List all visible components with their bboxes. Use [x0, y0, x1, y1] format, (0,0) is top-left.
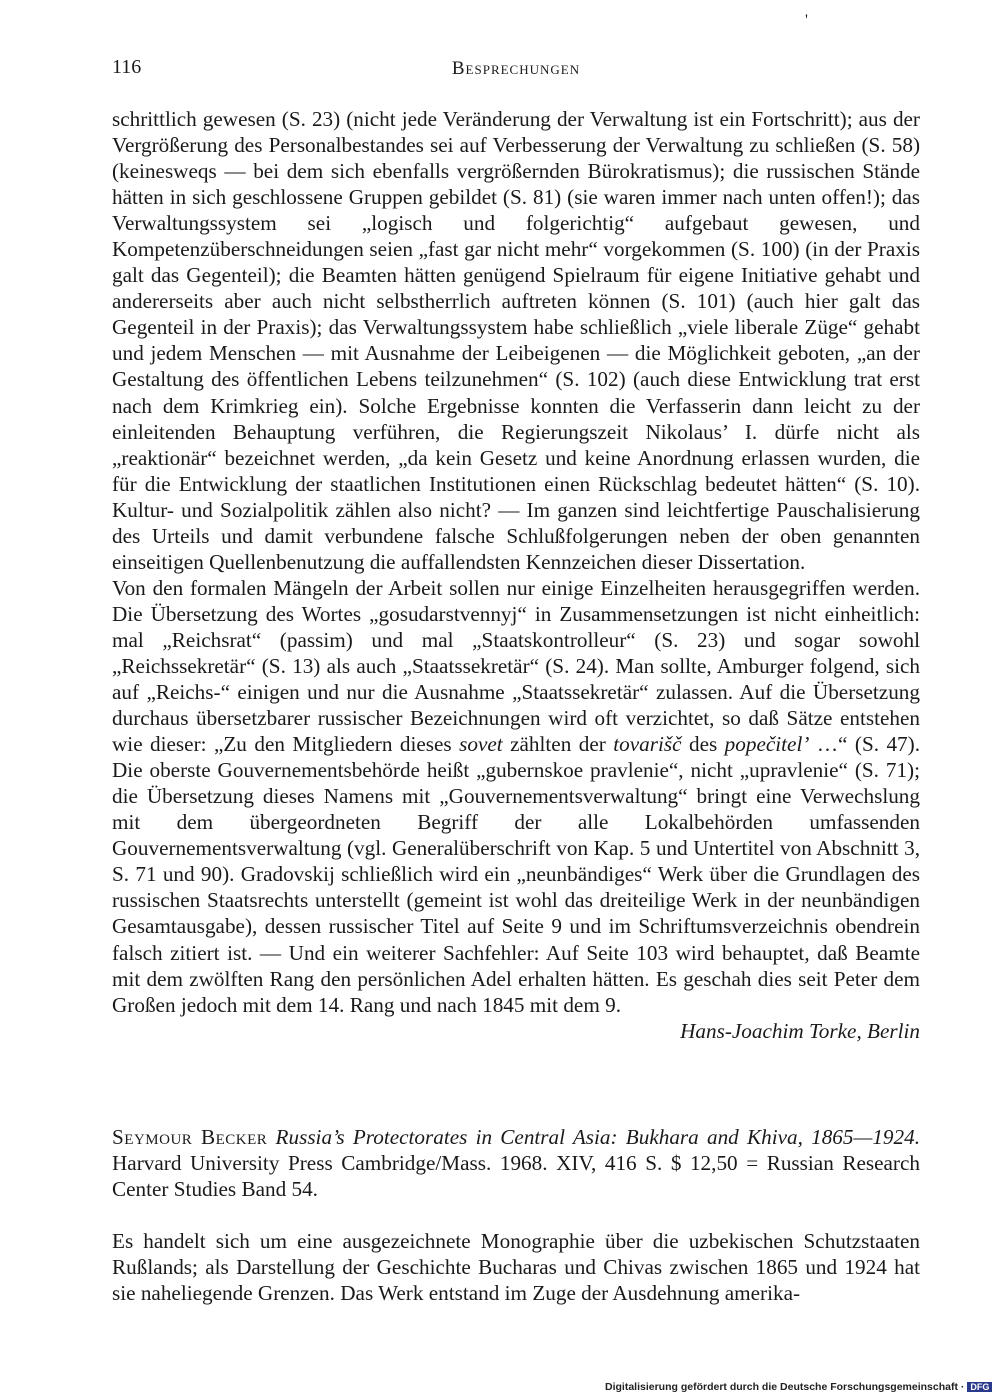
paragraph-2-text-d: …“ (S. 47). Die oberste Gouvernementsbehörde heißt „gubernskoe pravlenie“, nicht „upravlenie“ (S. 71); die Übersetzung dieses Namens mit „Gouvernementsverwaltung“ bringt eine Verwechslung mit dem übergeordneten Begriff der alle Lokalbehörden umfassenden Gouvernementsverwaltung (vgl. Generalüberschrift von Kap. 5 und Untertitel von Abschnitt 3, S. 71 und 90). Gradovskij schließlich wird ein „neunbändiges“ Werk über die Grundlagen des russischen Staatsrechts unterstellt (gemeint ist wohl das dreiteilige Werk in der neunbändigen Gesamtausgabe), dessen russischer Titel auf Seite 9 und im Schriftumsverzeichnis obendrein falsch zitiert ist. — Und ein weiterer Sachfehler: Auf Seite 103 wird behauptet, daß Beamte mit dem zwölften Rang den persönlichen Adel erhalten hätten. Es geschah dies seit Peter dem Großen jedoch mit dem 14. Rang und nach 1845 mit dem 9.	[112, 732, 921, 1017]
paragraph-2-text-c: des	[688, 732, 718, 757]
paragraph-2-text-a: Von den formalen Mängeln der Arbeit sollen nur einige Einzelheiten herausgegriffen werden. Die Übersetzung des Wortes „gosudarstvennyj“ in Zusammensetzungen ist nicht einheitlich: mal „Reichsrat“ (passim) und mal „Staatskontrolleur“ (S. 23) und sogar sowohl „Reichssekretär“ (S. 13) als auch „Staatssekretär“ (S. 24). Man sollte, Amburger folgend, sich auf „Reichs-“ einigen und nur die Ausnahme „Staatssekretär“ zulassen. Auf die Übersetzung durchaus übersetzbarer russischer Bezeichnungen wird oft verzichtet, so daß Sätze entstehen wie dieser: „Zu den Mitgliedern dieses	[112, 575, 920, 757]
term-tovarisc: tovarišč	[613, 732, 682, 757]
term-popecitel: popečitel’	[724, 732, 810, 757]
book-publication: Harvard University Press Cambridge/Mass. 1968. XIV, 416 S. $ 12,50 = Russian Research Center Studies Band 54.	[112, 1151, 920, 1202]
paragraph-2-text-b: zählten der	[510, 732, 606, 757]
paragraph-1: schrittlich gewesen (S. 23) (nicht jede Veränderung der Verwaltung ist ein Fortschritt); aus der Vergrößerung des Personalbestandes sei auf Verbesserung der Verwaltung zu schließen (S. 58) (keinesweqs — bei dem sich ebenfalls vergrößernden Bürokratismus); die russischen Stände hätten in sich geschlossene Gruppen gebildet (S. 81) (sie waren immer nach unten offen!); das Verwaltungssystem sei „logisch und folgerichtig“ aufgebaut gewesen, und Kompetenzüberschneidungen seien „fast gar nicht mehr“ vorgekommen (S. 100) (in der Praxis galt das Gegenteil); die Beamten hätten genügend Spielraum für eigene Initiative gehabt und andererseits aber auch nicht selbstherrlich auftreten können (S. 101) (auch hier galt das Gegenteil in der Praxis); das Verwaltungssystem habe schließlich „viele liberale Züge“ gehabt und jedem Menschen — mit Ausnahme der Leibeigenen — die Möglichkeit geboten, „an der Gestaltung des öffentlichen Lebens teilzunehmen“ (S. 102) (auch diese Entwicklung trat erst nach dem Krimkrieg ein). Solche Ergebnisse konnten die Verfasserin dann leicht zu der einleitenden Behauptung verführen, die Regierungszeit Nikolaus’ I. dürfe nicht als „reaktionär“ bezeichnet werden, „da kein Gesetz und keine Anordnung erlassen wurden, die für die Entwicklung der staatlichen Institutionen einen Rückschlag bedeutet hätten“ (S. 10). Kultur- und Sozialpolitik zählen also nicht? — Im ganzen sind leichtfertige Pauschalisierung des Urteils und damit verbundene falsche Schlußfolgerungen neben der oben genannten einseitigen Quellenbenutzung die auffallendsten Kennzeichen dieser Dissertation.	[112, 107, 920, 574]
term-sovet: sovet	[459, 732, 503, 757]
review-body	[112, 1228, 920, 1306]
review-citation	[112, 1124, 920, 1202]
stray-mark: '	[805, 12, 808, 29]
reviewer-signature: Hans-Joachim Torke, Berlin	[680, 1018, 920, 1043]
review-continuation	[112, 106, 920, 1044]
citation-text	[112, 1124, 920, 1202]
page-header	[112, 56, 920, 82]
book-title: Russia’s Protectorates in Central Asia: Bukhara and Khiva, 1865—1924.	[275, 1125, 920, 1149]
page-number: 116	[112, 56, 142, 78]
running-head: Besprechungen	[451, 58, 581, 79]
paragraph-2	[112, 575, 920, 1018]
review-body-paragraph: Es handelt sich um eine ausgezeichnete Monographie über die uzbekischen Schutzstaaten Rußlands; als Darstellung der Geschichte Bucharas und Chivas zwischen 1865 und 1924 hat sie naheliegende Grenzen. Das Werk entstand im Zuge der Ausdehnung amerika-	[112, 1229, 920, 1306]
footer-funding-note	[605, 1381, 992, 1393]
funding-text: Digitalisierung gefördert durch die Deutsche Forschungsgemeinschaft ·	[605, 1381, 965, 1393]
dfg-logo: DFG	[967, 1382, 992, 1392]
book-author: Seymour Becker	[112, 1125, 268, 1149]
